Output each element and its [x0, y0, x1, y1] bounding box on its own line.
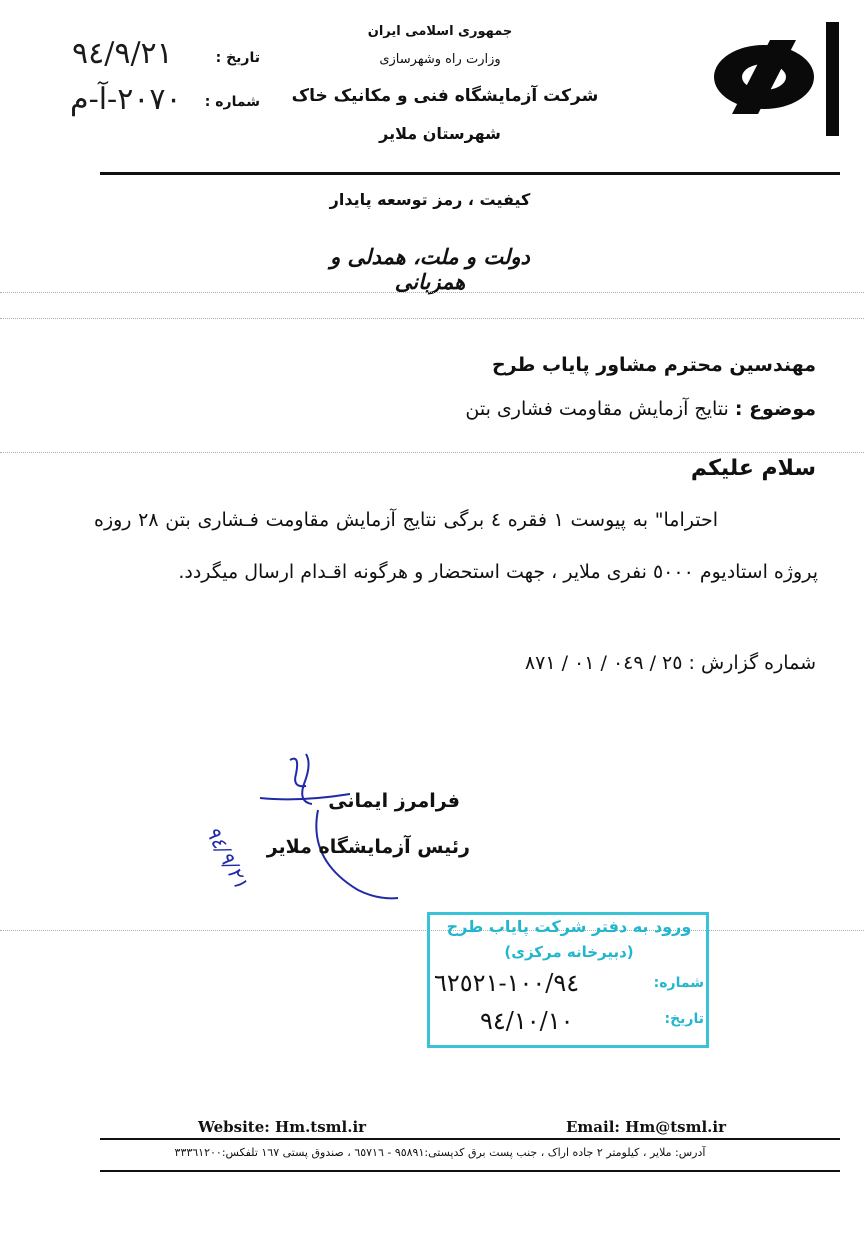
ministry-name: وزارت راه وشهرسازی: [379, 52, 501, 67]
signature-handwritten-date: ٩٤/٩/٢١: [200, 822, 254, 893]
header-divider: [100, 172, 840, 175]
city-name: شهرستان ملایر: [379, 124, 501, 143]
received-stamp: [427, 912, 709, 1048]
recipient: مهندسین محترم مشاور پایاب طرح: [491, 354, 816, 376]
country-name: جمهوری اسلامی ایران: [367, 24, 513, 39]
stamp-subtitle: (دبیرخانه مرکزی): [504, 943, 634, 961]
date-label: تاریخ :: [215, 50, 260, 66]
signer-title: رئیس آزمایشگاه ملایر: [266, 836, 470, 858]
stamp-title: ورود به دفتر شرکت پایاب طرح: [446, 917, 692, 936]
letter-body: احتراما" به پیوست ١ فقره ٤ برگی نتایج آزمایش مقاومت فـشاری بتن ٢٨ روزه پروژه استادیوم ٥٠٠٠ نفری ملایر ، جهت استحضار و هرگونه اقـدام ارسال میگردد.: [94, 509, 818, 583]
slogan: کیفیت ، رمز توسعه پایدار: [329, 190, 531, 209]
scan-line: [0, 318, 864, 319]
subject-label: موضوع :: [734, 398, 816, 420]
stamp-number-value: ١٠٠/٩٤-٦٢٥٢١: [434, 969, 580, 997]
footer-address: آدرس: ملایر ، کیلومتر ٢ جاده اراک ، جنب پست برق کدپستی:٩٥٨٩١ - ٦٥٧١٦ ، صندوق پستی ١٦٧ تلفکس:٣٣٣٦١٢٠٠: [174, 1146, 706, 1159]
scan-line: [0, 292, 864, 293]
footer-website: Website: Hm.tsml.ir: [198, 1118, 367, 1136]
scan-line: [0, 452, 864, 453]
stamp-number-label: شماره:: [653, 975, 704, 991]
date-value: ٩٤/٩/٢١: [72, 36, 173, 71]
signer-name: فرامرز ایمانی: [328, 790, 460, 812]
logo-bar: [826, 22, 839, 136]
motto: دولت و ملت، همدلی و همزبانی: [330, 244, 530, 294]
stamp-date-value: ٩٤/١٠/١٠: [480, 1007, 574, 1035]
footer-divider-bottom: [100, 1170, 840, 1172]
report-number: شماره گزارش : ٢٥ / ٠٤٩ / ٠١ / ٨٧١: [524, 652, 816, 674]
number-value: ٢٠٧٠-آ-م: [70, 82, 182, 117]
number-label: شماره :: [204, 94, 260, 110]
subject-text: نتایج آزمایش مقاومت فشاری بتن: [465, 398, 729, 420]
greeting: سلام علیکم: [690, 456, 816, 481]
footer-divider-top: [100, 1138, 840, 1140]
footer-email: Email: Hm@tsml.ir: [566, 1118, 726, 1136]
subject-line: [300, 398, 816, 420]
company-logo: [712, 40, 816, 114]
stamp-date-label: تاریخ:: [664, 1011, 704, 1027]
company-name: شرکت آزمایشگاه فنی و مکانیک خاک: [291, 86, 599, 106]
